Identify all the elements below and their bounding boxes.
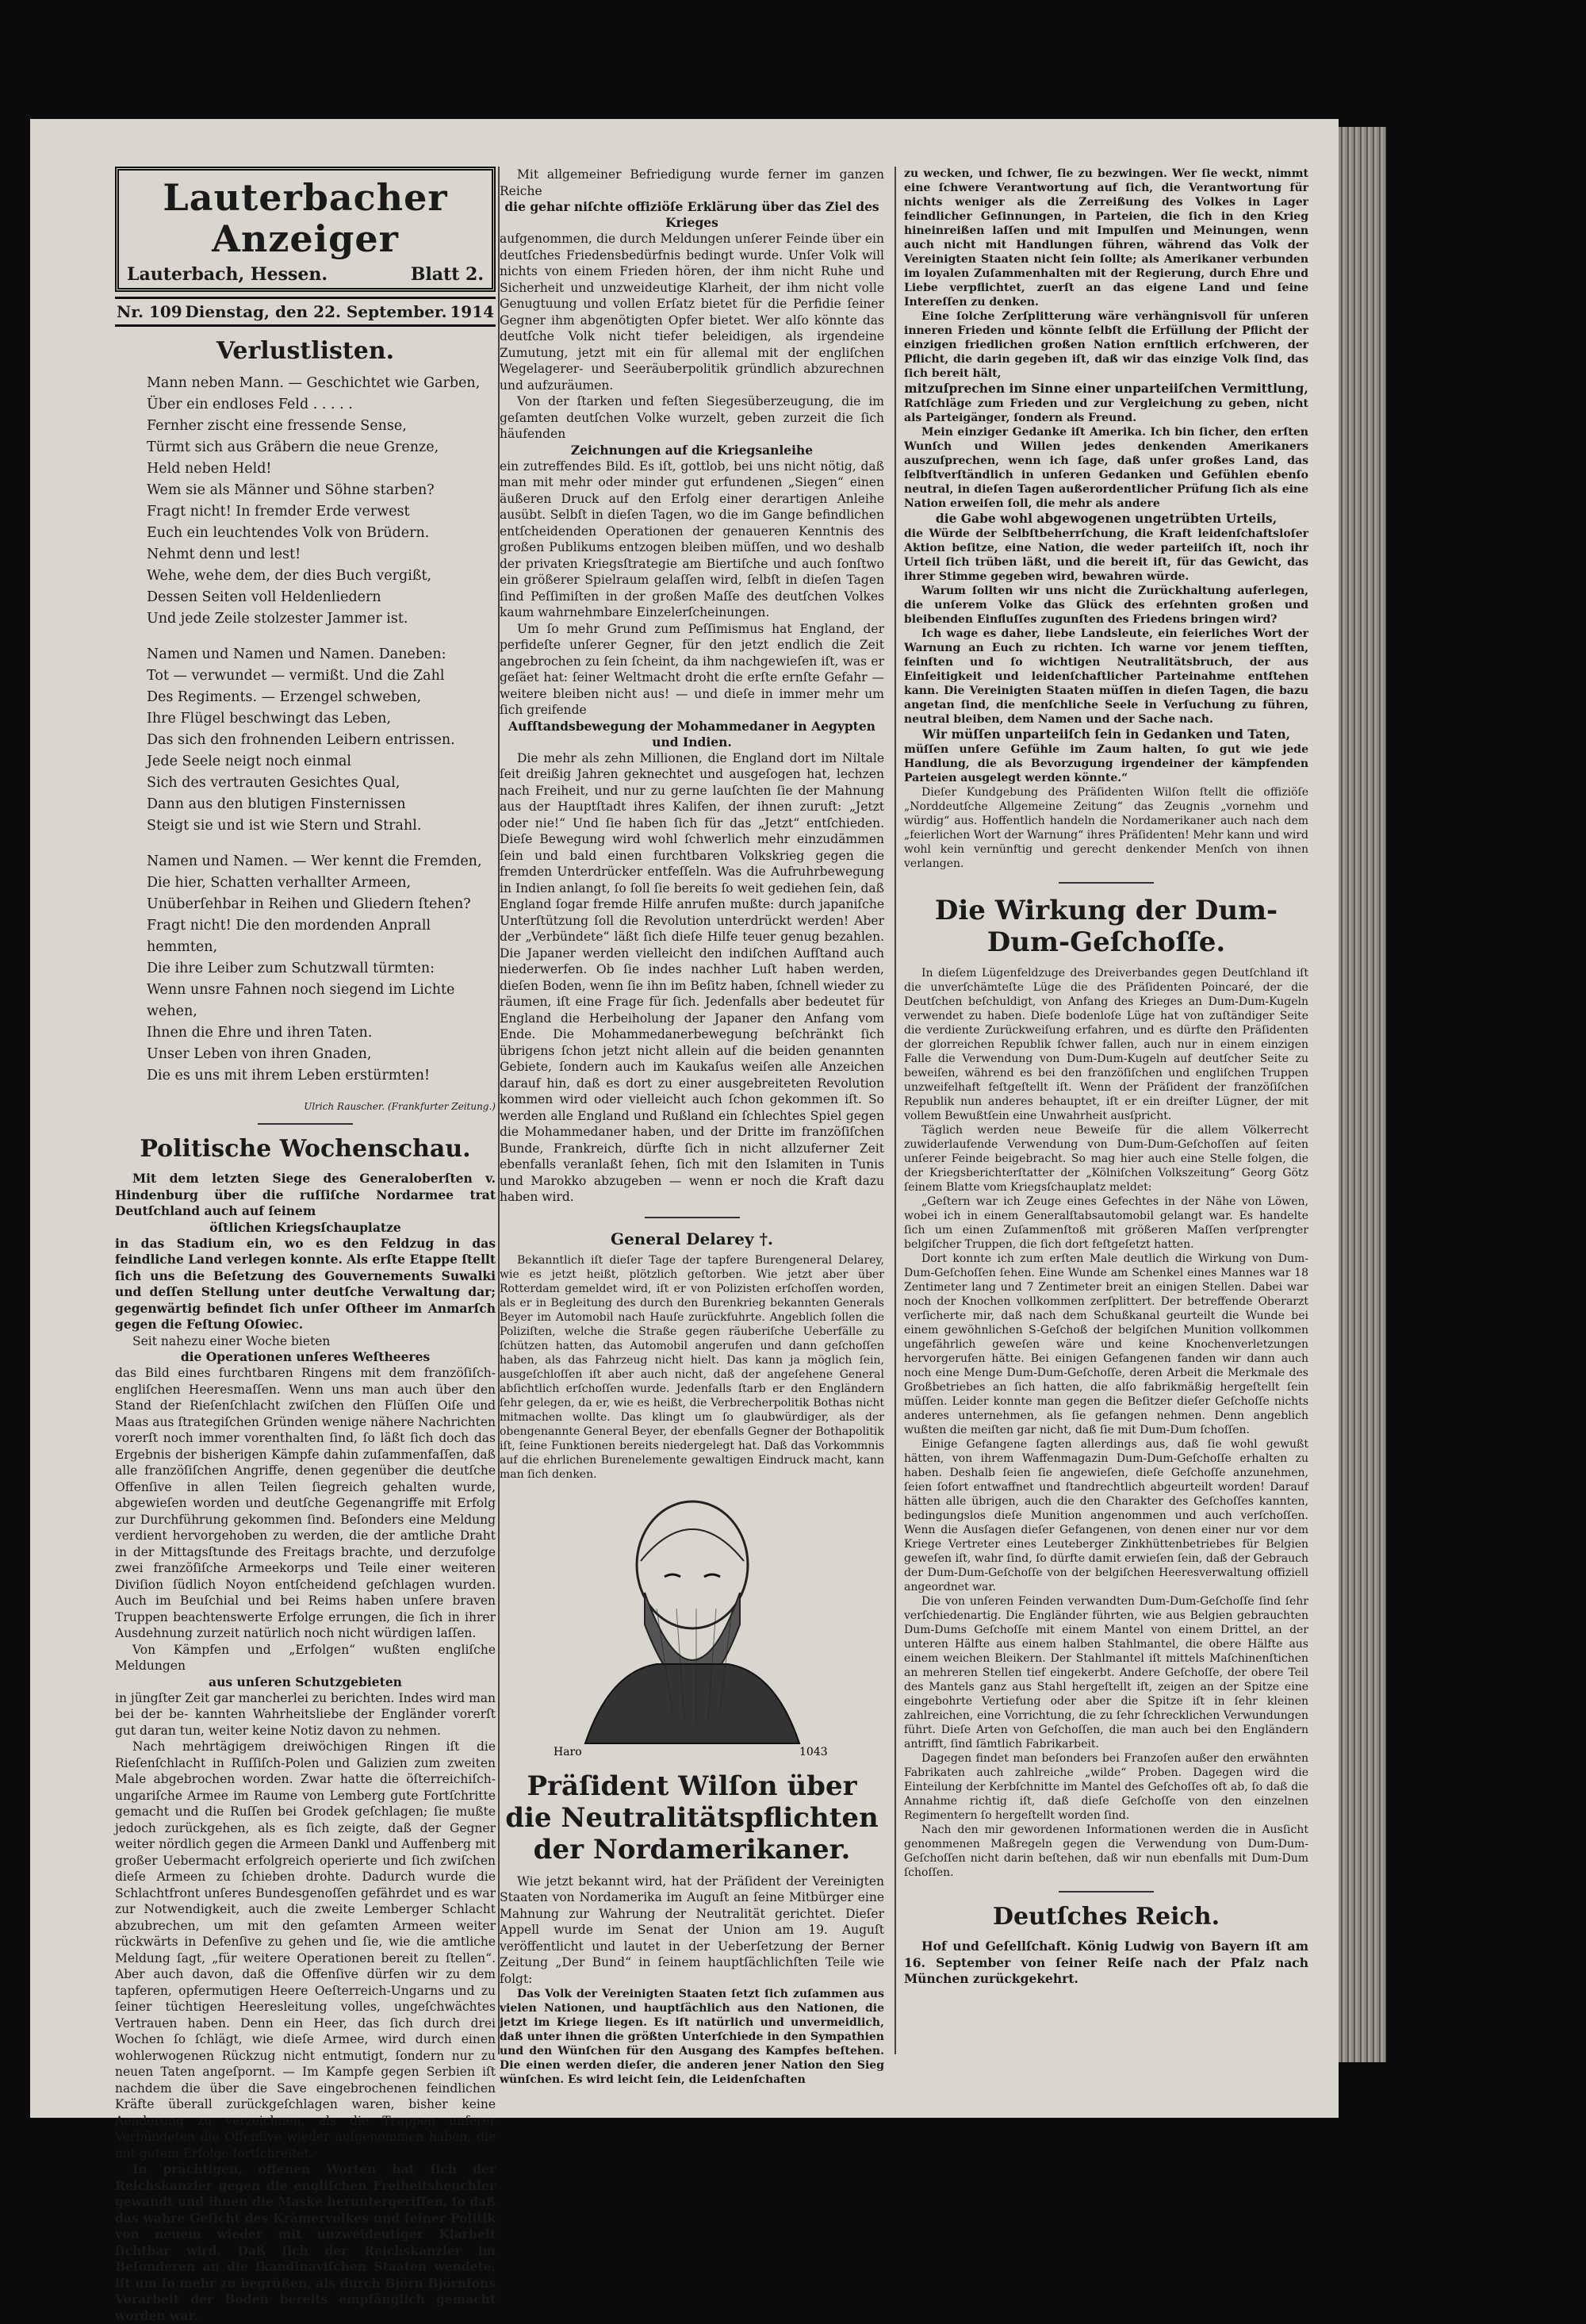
paragraph: Nach mehrtägigem dreiwöchigen Ringen iſt die Rieſenſchlacht in Ruſſiſch-Polen und Galizien zum zweiten Male abgebrochen worden. Zwar hatte die öſterreichiſch-ungariſche Armee im Raume von Lemberg gute Fortſchritte gemacht und die Ruſſen bei Grodek geſchlagen; ſie mußte jedoch zurückgehen, als es ſich zeigte, daß der Gegner weiter nördlich gegen die Armeen Dankl und Auffenberg mit großer Uebermacht erfolgreich operierte und ſich zwiſchen dieſe Armeen zu ſchieben drohte. Dadurch wurde die Schlachtfront unſeres Bundesgenoſſen gefährdet und es war zur Notwendigkeit, auch die zweite Lemberger Schlacht abzubrechen, um mit den geſamten Armeen weiter rückwärts in Defenſive zu gehen und ſie, wie die amtliche Meldung ſagt, „für weitere Operationen bereit zu ſtellen“. Aber auch davon, daß die Offenſive dürfen wir zu dem tapferen, opfermutigen Heere Oeſterreich-Ungarns und zu ſeiner tüchtigen Heeresleitung volles, ungeſchwächtes Vertrauen haben. Denn ein Heer, das ſich durch drei Wochen ſo ſchlägt, wie dieſe Armee, wird durch einen wohlerwogenen Rückzug nicht entmutigt, ſondern nur zu neuen Taten angeſpornt. — Im Kampfe gegen Serbien iſt nachdem die über die Save eingebrochenen feindlichen Kräfte überall zurückgeſchlagen waren, bisher keine Aenderung zu verzeichnen, als die Truppen unſerer Verbündeten die Offenſive wieder aufgenommen haben, die mit gutem Erfolge fortſchreitet. xyxy=(115,1739,496,2161)
portrait-caption-left: Haro xyxy=(553,1745,582,1758)
subheading: aus unſeren Schutzgebieten xyxy=(209,1674,402,1689)
subheading: öſtlichen Kriegsſchauplatze xyxy=(209,1219,401,1235)
poem-stanza: Mann neben Mann. — Geschichtet wie Garben, Über ein endloses Feld . . . . . Fernher zischt eine fressende Sense, Türmt sich aus Gräbern die neue Grenze, Held neben Held! Wem sie als Männer und Söhne starben? Fragt nicht! In fremder Erde verwest Euch ein leuchtendes Volk von Brüdern. Nehmt denn und lest! Wehe, wehe dem, der dies Buch vergißt, Dessen Seiten voll Heldenliedern Und jede Zeile stolzester Jammer ist. xyxy=(147,375,481,627)
divider xyxy=(258,1123,353,1125)
column-3 xyxy=(904,167,1308,2054)
column-2 xyxy=(500,167,884,2086)
paragraph: Bekanntlich iſt dieſer Tage der tapfere Burengeneral Delarey, wie es jetzt heißt, plötzlich geſtorben. Wie jetzt aber über Rotterdam gemeldet wird, iſt er von Polizisten erſchoſſen worden, als er in Begleitung des durch den Burenkrieg bekannten Generals Beyer im Automobil nach Hauſe zurückfuhrte. Angeblich ſollen die Poliziſten, welche die Straße gegen räuberiſche Ueberfälle zu ſchützen hatten, das Automobil angerufen und dann geſchoſſen haben, als das Fahrzeug nicht hielt. Das kann ja möglich ſein, ausgeſchloſſen iſt aber auch nicht, daß der angeſehene General abſichtlich erſchoſſen wurde. Jedenfalls ſtarb er den Engländern ſehr gelegen, da er, wie es heißt, die Verbrecherpolitik Bothas nicht mitmachen wollte. Das klingt um ſo glaubwürdiger, als der obengenannte General Beyer, der ebenfalls Gegner der Bothapolitik iſt, ſeine Funktionen bereits niedergelegt hat. Daß das Vorkommnis auf die ehrlichen Burenelemente gewaltigen Eindruck macht, kann man ſich denken. xyxy=(500,1253,884,1481)
paragraph: Warum ſollten wir uns nicht die Zurückhaltung auferlegen, die unſerem Volke das Glück des erſehnten großen und bleibenden Einfluſſes zugunſten des Friedens bringen wird? xyxy=(904,585,1308,626)
poem-stanza: Namen und Namen. — Wer kennt die Fremden, Die hier, Schatten verhallter Armeen, Unüberſehbar in Reihen und Gliedern ſtehen? Fragt nicht! Die den mordenden Anprall hemmten, Die ihre Leiber zum Schutzwall türmten: Wenn unsre Fahnen noch siegend im Lichte wehen, Ihnen die Ehre und ihren Taten. Unser Leben von ihren Gnaden, Die es uns mit ihrem Leben erstürmten! xyxy=(147,853,482,1083)
article-title-reich: Deutſches Reich. xyxy=(992,1903,1220,1931)
masthead-sheet: Blatt 2. xyxy=(410,264,484,285)
paragraph: die Würde der Selbſtbeherrſchung, die Kraft leidenſchaftsloſer Aktion beſitze, eine Nation, die weder parteiiſch iſt, noch ihr Urteil ſich trüben läßt, und die bereit iſt, für das Gewicht, das ihrer Stimme gegeben wird, bewahren würde. xyxy=(904,527,1308,583)
paragraph: In prächtigen, offenen Worten hat ſich der Reichskanzler gegen die engliſchen Freiheitsheuchler gewandt und ihnen die Maske heruntergeriſſen, ſo daß das wahre Geſicht des Krämervolkes und ſeiner Politik von neuem wieder mit unzweideutiger Klarheit ſichtbar wird. Daß ſich der Reichskanzler im Beſonderen an die ſkandinaviſchen Staaten wendete, iſt um ſo mehr zu begrüßen, als durch Björn Björnſons Vorarbeit der Boden bereits empfänglich gemacht worden war. xyxy=(115,2161,496,2323)
paragraph: „Geſtern war ich Zeuge eines Gefechtes in der Nähe von Löwen, wobei ich in einem Generalſtabsautomobil gelangt war. Es handelte ſich um einen Zuſammenſtoß mit größeren Maſſen verſprengter belgiſcher Truppen, die ſich dort feſtgeſetzt hatten. xyxy=(904,1195,1308,1251)
divider xyxy=(645,1217,740,1218)
paragraph: Hof und Geſellſchaft. König Ludwig von Bayern iſt am 16. September von ſeiner Reiſe nach der Pfalz nach München zurückgekehrt. xyxy=(904,1939,1308,1986)
article-body-reich xyxy=(904,1939,1308,1988)
paragraph: Die mehr als zehn Millionen, die England dort im Niltale ſeit dreißig Jahren geknechtet und ausgeſogen hat, lechzen nach Freiheit, und nur zu gerne lauſchten ſie der Mahnung aus der Hauptſtadt ihres Kalifen, der ihnen zuruft: „Jetzt oder nie!“ Und ſie haben ſich für das „Jetzt“ entſchieden. Dieſe Bewegung wird wohl ſchwerlich mehr einzudämmen ſein und bald einen furchtbaren Volkskrieg gegen die fremden Unterdrücker entfeſſeln. Was die Aufruhrbewegung in Indien anlangt, ſo ſoll ſie bereits ſo weit gediehen ſein, daß England ſogar fremde Hilfe anrufen mußte: durch japaniſche Unterſtützung ſoll die Revolution unterdrückt werden! Aber der „Verbündete“ läßt ſich dieſe Hilfe teuer genug bezahlen. Die Japaner werden vielleicht den indiſchen Aufſtand auch niederwerfen. Ob ſie indes nachher Luſt haben werden, dieſen Boden, wenn ſie ihn im Beſitz haben, ſchnell wieder zu räumen, iſt eine Frage für ſich. Jedenfalls aber bedeutet für England die Herbeiholung der Japaner den Anfang vom Ende. Die Mohammedanerbewegung beſchränkt ſich übrigens ſchon jetzt nicht allein auf die beiden genannten Gebiete, ſondern auch im Kaukaſus weiſen alle Anzeichen darauf hin, daß es dort zu einer ausgebreiteten Revolution kommen wird oder vielleicht auch ſchon gekommen iſt. So werden alle England und Rußland ein ſchlechtes Spiel gegen die Mohammedaner haben, und der Dritte im franzöſiſchen Bunde, Frankreich, dürfte ſich in nicht allzuferner Zeit ebenfalls veranlaßt ſehen, ſich mit den Islamiten in Tunis und Marokko abzugeben — wenn er noch die Kraft dazu haben wird. xyxy=(500,750,884,1204)
paragraph: ein zutreffendes Bild. Es iſt, gottlob, bei uns nicht nötig, daß man mit mehr oder minder gut erfundenen „Siegen“ einen äußeren Druck auf den Erfolg einer derartigen Anleihe ausübt. Selbſt in dieſen Tagen, wo die im Gange befindlichen entſcheidenden Operationen der genaueren Kenntnis des großen Publikums entzogen bleiben müſſen, und wo deshalb der privaten Kriegsſtrategie am Biertiſche und auch ſonſtwo ein größerer Spielraum gelaſſen wird, ſelbſt in dieſen Tagen ſind Peſſimiſten in der großen Maſſe des deutſchen Volkes kaum wahrnehmbare Einzelerſcheinungen. xyxy=(500,458,884,619)
poem-stanza: Namen und Namen und Namen. Daneben: Tot — verwundet — vermißt. Und die Zahl Des Regiments. — Erzengel schweben, Ihre Flügel beschwingt das Leben, Das sich den frohnenden Leibern entrissen. Jede Seele neigt noch einmal Sich des vertrauten Gesichtes Qual, Dann aus den blutigen Finsternissen Steigt sie und ist wie Stern und Strahl. xyxy=(147,646,455,834)
subheading: die Operationen unſeres Weſtheeres xyxy=(180,1349,431,1364)
divider xyxy=(1059,882,1154,884)
paragraph: Mein einziger Gedanke iſt Amerika. Ich bin ſicher, den erſten Wunſch und Willen jedes denkenden Amerikaners auszuſprechen, wenn ich ſage, daß unſer großes Land, das ſelbſtverſtändlich in unſeren Gedanken und Gefühlen ebenſo neutral, in dieſen Tagen außerordentlicher Prüfung ſich als eine Nation erweiſen ſoll, die mehr als andere xyxy=(904,426,1308,510)
poem-title: Verlustlisten. xyxy=(216,337,395,365)
article-title-wilson: Präſident Wilſon über die Neutralitätspflichten der Nordamerikaner. xyxy=(505,1770,879,1866)
article-body-dumdum xyxy=(904,966,1308,1880)
paragraph: Um ſo mehr Grund zum Peſſimismus hat England, der perfideſte unſerer Gegner, für den jetzt endlich die Zeit angebrochen zu ſein ſcheint, da ihm nachgewieſen iſt, was er geſäet hat: ſeiner Weltmacht droht die erſte ernſte Gefahr — weitere bleiben nicht aus! — und dieſe in immer mehr um ſich greifende xyxy=(500,621,884,717)
paragraph: Nach den mir gewordenen Informationen werden die in Ausſicht genommenen Maßregeln gegen die Verwendung von Dum-Dum-Geſchoſſen nicht darin beſtehen, daß wir nun ebenfalls mit Dum-Dum ſchoſſen. xyxy=(904,1824,1308,1879)
column-1 xyxy=(115,167,496,2323)
divider xyxy=(1059,1891,1154,1893)
issue-year: 1914 xyxy=(450,302,494,321)
paragraph: In dieſem Lügenfeldzuge des Dreiverbandes gegen Deutſchland iſt die unverſchämteſte Lüge die des Präſidenten Poincaré, der die Deutſchen beſchuldigt, von Anfang des Krieges an Dum-Dum-Kugeln verwendet zu haben. Dieſe bodenloſe Lüge hat von zuſtändiger Seite die verdiente Zurückweiſung erfahren, und es dürfte den Präſidenten der glorreichen Republik ſchwer fallen, auch nur in einem einzigen Falle die Verwendung von Dum-Dum-Kugeln auf deutſcher Seite zu beweiſen, während es bei den franzöſiſchen und engliſchen Truppen unzweifelhaft feſtgeſtellt iſt. Wenn der Präſident der franzöſiſchen Republik nun anderes behauptet, iſt er ein dreiſter Lügner, der mit vollem Bewußtſein eine Unwahrheit ausſpricht. xyxy=(904,967,1308,1122)
paragraph: Von Kämpfen und „Erfolgen“ wußten engliſche Meldungen xyxy=(115,1642,496,1673)
paragraph: Die von unſeren Feinden verwandten Dum-Dum-Geſchoſſe ſind ſehr verſchiedenartig. Die Engländer führten, wie aus Belgien gebrauchten Dum-Dums Geſchoſſe mit einem Mantel von einem Drittel, an der unteren Hälfte aus einem halben Stahlmantel, die obere Hälfte aus einem weichen Bleikern. Der Stahlmantel iſt mittels Maſchinenſtichen an mehreren Stellen tief eingekerbt. Andere Geſchoſſe, der obere Teil des Mantels ganz aus Stahl hergeſtellt iſt, zeigen an der Spitze eine eingebohrte Vertiefung oder aber die Spitze iſt in ſehr kleinen zahlreichen, eine Vorrichtung, die zu ſehr ſchrecklichen Verwundungen führt. Dieſe Arten von Geſchoſſen, die man auch bei den Engländern antrifft, ſind ſämtlich Fabrikarbeit. xyxy=(904,1595,1308,1751)
article-body-delarey xyxy=(500,1253,884,1482)
paragraph: Wie jetzt bekannt wird, hat der Präſident der Vereinigten Staaten von Nordamerika im Auguſt an ſeine Mitbürger eine Mahnung zur Wahrung der Neutralität gerichtet. Dieſer Appell wurde im Senat der Union am 19. Auguſt veröffentlicht und lautet in der Ueberſetzung der Berner Zeitung „Der Bund“ in ſeinem hauptſächlichſten Teile wie folgt: xyxy=(500,1873,884,1986)
subheading: die gehar niſchte offiziöſe Erklärung über das Ziel des Krieges xyxy=(504,199,879,230)
article-title-delarey: General Delarey †. xyxy=(610,1229,774,1248)
poem-credit: Ulrich Rauscher. (Frankfurter Zeitung.) xyxy=(304,1101,496,1112)
paragraph: Einige Gefangene ſagten allerdings aus, daß ſie wohl gewußt hätten, von ihrem Waffenmagazin Dum-Dum-Geſchoſſe erhalten zu haben. Deshalb ſeien ſie angewieſen, dieſe Geſchoſſe anzunehmen, ſeien ſofort entwaffnet und ſtandrechtlich abgeurteilt worden! Darauf hätten alle übrigen, auch die den Charakter des Geſchoſſes kannten, bedingungslos dieſe Munition angenommen und auch verſchoſſen. Wenn die Ausſagen dieſer Gefangenen, von denen einer nur vor dem Kriege Vertreter eines Leuteberger Zinkhüttenbetriebes für Belgien geweſen iſt, wahr ſind, ſo dürfte damit erwieſen ſein, daß der Gebrauch der Dum-Dum-Geſchoſſe von der belgiſchen Heeresverwaltung offiziell angeordnet war. xyxy=(904,1438,1308,1593)
article-body-wilson xyxy=(500,1873,884,2088)
paragraph: Ich wage es daher, liebe Landsleute, ein feierliches Wort der Warnung an Euch zu richten. Ich warne vor jenem tiefſten, feinſten und ſo wichtigen Neutralitätsbruch, der aus Einſeitigkeit und leidenſchaftlicher Parteinahme entſtehen kann. Die Vereinigten Staaten müſſen in dieſen Tagen, die bazu angetan ſind, die menſchliche Seele in Verſuchung zu führen, neutral bleiben, dem Namen und der Sache nach. xyxy=(904,627,1308,726)
quote-paragraph: Das Volk der Vereinigten Staaten ſetzt ſich zuſammen aus vielen Nationen, und hauptſächlich aus den Nationen, die jetzt im Kriege liegen. Es iſt natürlich und unvermeidlich, daß unter ihnen die größten Unterſchiede in den Sympathien und den Wünſchen für den Ausgang des Kampfes beſtehen. Die einen werden dieſer, die anderen jener Nation den Sieg wünſchen. Es wird leicht ſein, die Leidenſchaften xyxy=(500,1988,884,2086)
paragraph: Seit nahezu einer Woche bieten xyxy=(132,1333,331,1348)
paragraph: Dort konnte ich zum erſten Male deutlich die Wirkung von Dum-Dum-Geſchoſſen ſehen. Eine Wunde am Schenkel eines Mannes war 18 Zentimeter lang und 7 Zentimeter breit an einigen Stellen. Dabei war noch der Knochen vollkommen zerſplittert. Der betreffende Oberarzt verſicherte mir, daß nach dem Schußkanal geurteilt die Wunde bei einem gewöhnlichen S-Geſchoß der belgiſchen Munition vollkommen ungefährlich geweſen wäre und keine Knochenverletzungen hervorgerufen hätte. Bei einigen Gefangenen fanden wir dann auch noch eine Menge Dum-Dum-Geſchoſſe, deren Arbeit die Merkmale des Großbetriebes an ſich hatten, die alſo fabrikmäßig hergeſtellt ſein müſſen. Leider konnte man gegen die Beſitzer dieſer Geſchoſſe nichts anderes unternehmen, als ſie gefangen nehmen. Denn angeblich wußten die meiſten gar nicht, daß ſie mit Dum-Dum ſchoſſen. xyxy=(904,1252,1308,1436)
paragraph: Dieſer Kundgebung des Präſidenten Wilſon ſtellt die offiziöſe „Norddeutſche Allgemeine Zeitung“ das Zeugnis „vornehm und würdig“ aus. Hoffentlich handeln die Nordamerikaner auch nach dem „feierlichen Wort der Warnung“ ihres Präſidenten! Mehr kann und wird wohl kein vernünftig und gerecht denkender Menſch von ihnen verlangen. xyxy=(904,786,1308,870)
article-body-col2 xyxy=(500,167,884,1206)
column-rule-2 xyxy=(895,167,896,2054)
issue-number: Nr. 109 xyxy=(117,302,182,321)
paragraph: Mit dem letzten Siege des Generaloberſten v. Hindenburg über die ruſſiſche Nordarmee trat Deutſchland auch auf ſeinem xyxy=(115,1171,496,1218)
paragraph: Mit allgemeiner Befriedigung wurde ferner im ganzen Reiche xyxy=(500,167,884,198)
paragraph: zu wecken, und ſchwer, ſie zu bezwingen. Wer ſie weckt, nimmt eine ſchwere Verantwortung auf ſich, die Verantwortung für nichts weniger als die Zerreißung des Volkes in Lager feindlicher Geſinnungen, in Parteien, die ſich in den Krieg hineinreißen laſſen und mit Impulſen und Meinungen, wenn auch nicht mit Handlungen führen, während das Volk der Vereinigten Staaten nicht ſein ſollte; als Amerikaner verbunden im loyalen Zuſammenhalten mit der Regierung, durch Ehre und Liebe verpflichtet, zuerſt an das eigene Land und ſeine Intereſſen zu denken. xyxy=(904,167,1308,309)
article-body-wilson-cont xyxy=(904,167,1308,871)
portrait-illustration xyxy=(538,1490,847,1759)
paragraph: Ratſchläge zum Frieden und zur Vergleichung zu geben, nicht als Parteigänger, ſondern als Freund. xyxy=(904,397,1308,424)
issue-date: Dienstag, den 22. September. xyxy=(185,302,447,321)
page-edge-stack xyxy=(1339,127,1386,2062)
masthead-title: Lauterbacher Anzeiger xyxy=(163,176,448,260)
subheading: Wir müſſen unparteiiſch ſein in Gedanken und Taten, xyxy=(922,727,1290,742)
article-body-wochenschau xyxy=(115,1171,496,2324)
paragraph: Eine ſolche Zerſplitterung wäre verhängnisvoll für unſeren inneren Frieden und könnte ſelbſt die Erfüllung der Pflicht der einzigen friedlichen großen Nation ernſtlich erſchweren, der Pflicht, die darin gegeben iſt, daß wir das einzige Volk ſind, das ſich bereit hält, xyxy=(904,310,1308,380)
subheading: Aufſtandsbewegung der Mohammedaner in Aegypten und Indien. xyxy=(508,718,875,750)
article-title-wochenschau: Politische Wochenschau. xyxy=(140,1135,471,1163)
masthead xyxy=(115,167,496,292)
paragraph: in jüngſter Zeit gar mancherlei zu berichten. Indes wird man bei der be- kannten Wahrheitsliebe der Engländer vorerſt gut daran tun, weiter keine Notiz davon zu nehmen. xyxy=(115,1690,496,1738)
issue-line xyxy=(115,297,496,327)
paragraph: Dagegen findet man beſonders bei Franzoſen außer den erwähnten Fabrikaten auch zahlreiche „wilde“ Proben. Dagegen wird die Einteilung der Kerbſchnitte im Mantel des Geſchoſſes oft ab, ſo daß die Annahme richtig iſt, daß dieſe Geſchoſſe von den einzelnen Regimentern ſo hergeſtellt worden ſind. xyxy=(904,1752,1308,1822)
paragraph: müſſen unſere Gefühle im Zaum halten, ſo gut wie jede Handlung, die als Bevorzugung irgendeiner der kämpfenden Parteien ausgelegt werden könnte.“ xyxy=(904,743,1308,784)
paragraph: aufgenommen, die durch Meldungen unſerer Feinde über ein deutſches Friedensbedürfnis bedingt wurde. Unſer Volk will nichts von einem Frieden hören, der ihm nicht Ruhe und Sicherheit und unzweideutige Klarheit, der ihm nicht volle Genugtuung und vollen Erſatz bietet für die Perfidie ſeiner Gegner ihm abgenötigten Opfer bietet. Wer alſo könnte das deutſche Volk nicht tiefer beleidigen, als irgendeine Zumutung, jetzt mit ein für allemal mit der engliſchen Wegelagerer- und Seeräuberpolitik gründlich abzurechnen und aufzuräumen. xyxy=(500,232,884,393)
paragraph: in das Stadium ein, wo es den Feldzug in das feindliche Land verlegen konnte. Als erſte Etappe ſtellt ſich uns die Beſetzung des Gouvernements Suwalki und deſſen Stellung unter deutſche Verwaltung dar; gegenwärtig befindet ſich unſer Oſtheer im Anmarſch gegen die Feſtung Oſowiec. xyxy=(115,1235,496,1332)
masthead-place: Lauterbach, Hessen. xyxy=(127,264,328,285)
subheading: mitzuſprechen im Sinne einer unparteiiſchen Vermittlung, xyxy=(904,381,1308,396)
paragraph: Täglich werden neue Beweiſe für die allem Völkerrecht zuwiderlaufende Verwendung von Dum-Dum-Geſchoſſen auf ſeiten unſerer Feinde beigebracht. So mag hier auch eine Stelle folgen, die der Kriegsberichterſtatter der „Kölniſchen Volkszeitung“ Georg Götz ſeinem Blatte vom Kriegsſchauplatz meldet: xyxy=(904,1124,1308,1194)
article-title-dumdum: Die Wirkung der Dum-Dum-Geſchoſſe. xyxy=(934,895,1278,958)
portrait-caption-right: 1043 xyxy=(799,1745,828,1758)
paragraph: Von der ſtarken und feſten Siegesüberzeugung, die im geſamten deutſchen Volke wurzelt, geben zurzeit die ſich häufenden xyxy=(500,394,884,441)
subheading: die Gabe wohl abgewogenen ungetrübten Urteils, xyxy=(935,511,1278,526)
subheading: Zeichnungen auf die Kriegsanleihe xyxy=(570,442,814,458)
poem xyxy=(115,373,496,1087)
paragraph: das Bild eines furchtbaren Ringens mit dem franzöſiſch-engliſchen Heeresmaſſen. Wenn uns man auch über den Stand der Rieſenſchlacht zwiſchen den Flüſſen Oiſe und Maas aus ſtrategiſchen Gründen wenige nähere Nachrichten vorerſt noch immer vorenthalten ſind, ſo läßt ſich doch das Ergebnis der bisherigen Kämpfe dahin zuſammenfaſſen, daß alle franzöſiſchen Angriffe, denen gegenüber die deutſche Offenſive in allen Teilen ſiegreich gehalten wurde, abgewieſen worden und deutſche Gegenangriffe mit Erfolg zur Durchführung gekommen ſind. Beſonders eine Meldung verdient hervorgehoben zu werden, die der amtliche Draht in der Mittagsſtunde des Freitags brachte, und derzufolge zwei franzöſiſche Armeekorps und Teile einer weiteren Diviſion ſüdlich Noyon entſcheidend geſchlagen wurden. Auch im Beuſchial und bei Reims haben unſere braven Truppen beachtenswerte Erfolge errungen, die ſich in ihrer Ausdehnung zurzeit natürlich noch nicht würdigen laſſen. xyxy=(115,1366,496,1640)
